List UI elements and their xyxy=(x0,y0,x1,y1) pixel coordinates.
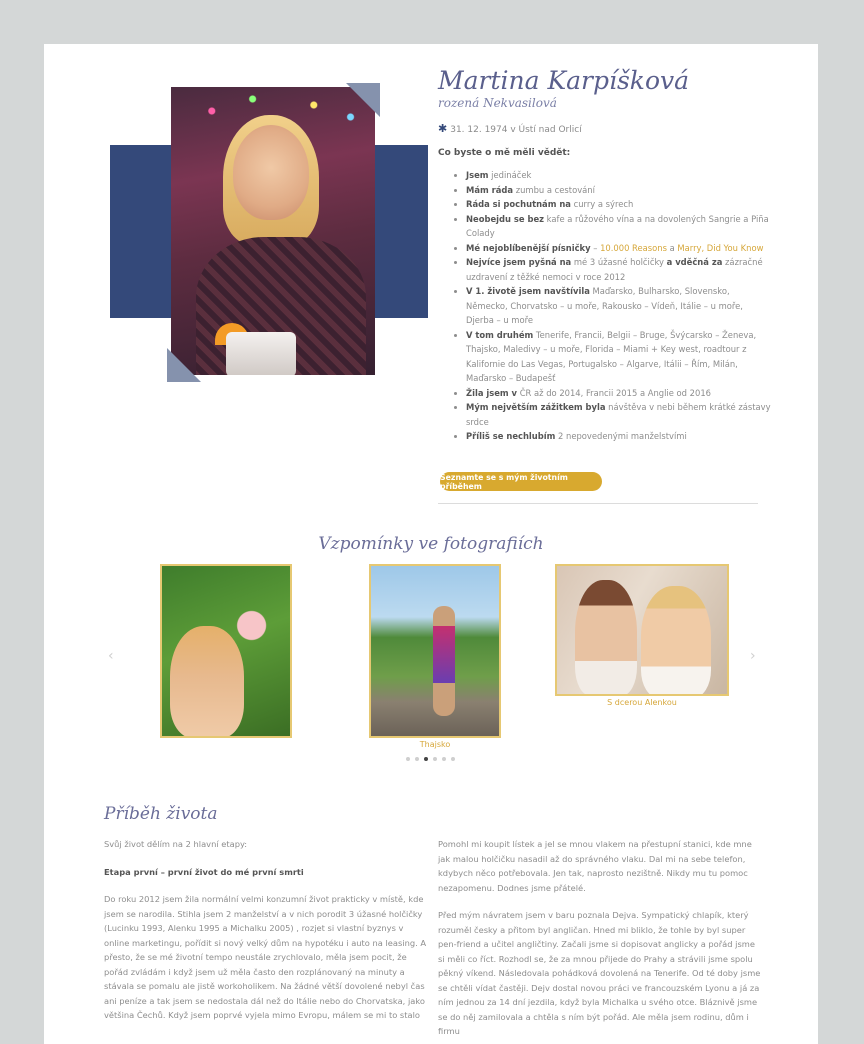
gallery-photo-roses[interactable] xyxy=(160,564,292,738)
fact-item: • Mým největším zážitkem byla návštěva v nebi během krátké zástavy srdce xyxy=(466,400,771,429)
fact-item: • Ráda si pochutnám na curry a sýrech xyxy=(466,197,771,212)
carousel-next-arrow-icon[interactable]: › xyxy=(750,648,756,664)
gallery-title: Vzpomínky ve fotografiích xyxy=(318,534,544,554)
asterisk-icon: ✱ xyxy=(438,122,448,135)
story-paragraph: Do roku 2012 jsem žila normální velmi konzumní život prakticky v místě, kde jsem se narodila. Stihla jsem 2 manželství a v nich porodit 3 úžasné holčičky (Lucinku 1993, Alenku 1995 a Michalku 2005) , rozjet si vlastní byznys v online marketingu, pořídit si nový velký dům na hypotéku i auto na leasing. A přesto, že se mé životní tempo neustále zrychlovalo, měla jsem pocit, že pořád zvládám i když jsem už měla často den rozplánovaný na minuty a stávala se pomalu ale jistě workoholikem. Na žádné větší dovolené nebyl čas ani peníze a tak jsem se nedostala dál než do Itálie nebo do Chorvatska, jako většina Čechů. Když jsem poprvé vyjela mimo Evropu, málem se mi to stalo xyxy=(104,894,427,1020)
birth-text: 31. 12. 1974 v Ústí nad Orlicí xyxy=(450,125,582,135)
story-column-left xyxy=(104,837,429,1036)
life-story-button[interactable]: Seznamte se s mým životním příběhem xyxy=(440,472,602,491)
story-paragraph: Svůj život dělím na 2 hlavní etapy: xyxy=(104,839,248,849)
fact-item: • Mé nejoblíbenější písničky – 10.000 Reasons a Marry, Did You Know xyxy=(466,241,771,256)
song-link[interactable]: Marry, Did You Know xyxy=(677,242,764,253)
woman-smelling-rose xyxy=(170,626,244,738)
mother-figure xyxy=(641,586,711,696)
carousel-dots xyxy=(406,757,455,761)
photo-face xyxy=(233,125,309,220)
carousel-dot[interactable] xyxy=(415,757,419,761)
gallery-photo-thailand[interactable] xyxy=(369,564,501,738)
fact-item: • Neobejdu se bez kafe a růžového vína a na dovolených Sangrie a Piña Colady xyxy=(466,212,771,241)
facts-heading: Co byste o mě měli vědět: xyxy=(438,148,571,158)
fact-item: • Žila jsem v ČR až do 2014, Francii 2015 a Anglie od 2016 xyxy=(466,386,771,401)
page-card xyxy=(44,44,818,1044)
fact-item: • Příliš se nechlubím 2 nepovedenými manželstvími xyxy=(466,429,771,444)
daughter-figure xyxy=(575,580,637,696)
birth-info xyxy=(438,122,582,135)
carousel-prev-arrow-icon[interactable]: ‹ xyxy=(108,648,114,664)
fact-item: • Jsem jedináček xyxy=(466,168,771,183)
carousel-dot[interactable] xyxy=(442,757,446,761)
story-paragraph: Před mým návratem jsem v baru poznala Dejva. Sympatický chlapík, který rozuměl česky a přitom byl angličan. Hned mi bliklo, že tohle by byl super pen-friend a učitel angličtiny. Začali jsme si dopisovat anglicky a pořád jsme si měli co říct. Rozhodl se, že za mnou přijede do Prahy a strávili jsme spolu pěkný víkend. Následovala pohádková dovolená na Tenerife. Od té doby jsme se chtěli vídat častěji. Dejv dostal novou práci ve francouzském Lyonu a já za ním jednou za 14 dní jezdila, když byla Michalka u svého otce. Bláznivě jsme se do něj zamilovala a chtěla s ním být pořád. Ale měla jsem rodinu, dům i firmu xyxy=(438,910,761,1036)
divider xyxy=(438,503,758,504)
carousel-dot[interactable] xyxy=(451,757,455,761)
fact-item: • V 1. životě jsem navštívila Maďarsko, Bulharsko, Slovensko, Německo, Chorvatsko – u moře, Rakousko – Vídeň, Itálie – u moře, Djerba – u moře xyxy=(466,284,771,328)
carousel-dot[interactable] xyxy=(433,757,437,761)
profile-photo xyxy=(171,87,375,375)
story-paragraph: Pomohl mi koupit lístek a jel se mnou vlakem na přestupní stanici, kde mne jak malou holčičku nasadil až do správného vlaku. Dal mi na sebe telefon, kdybych něco potřebovala. Jen tak, naprosto nezištně. Nikdy mu tu pomoc nezapomenu. Dodnes jsme přátelé. xyxy=(438,839,752,893)
facts-list xyxy=(454,168,771,444)
fact-item: • Nejvíce jsem pyšná na mé 3 úžasné holčičky a vděčná za zázračné uzdravení z těžké nemoci v roce 2012 xyxy=(466,255,771,284)
story-column-right xyxy=(438,837,763,1044)
fact-item: • Mám ráda zumbu a cestování xyxy=(466,183,771,198)
story-subheading: Etapa první – první život do mé první smrti xyxy=(104,866,304,877)
woman-on-beach xyxy=(433,606,455,716)
carousel-dot[interactable] xyxy=(406,757,410,761)
carousel-dot-active[interactable] xyxy=(424,757,428,761)
corner-accent-bottom-left xyxy=(167,348,201,382)
profile-maiden-name: rozená Nekvasilová xyxy=(438,96,557,110)
profile-name: Martina Karpíšková xyxy=(438,66,690,95)
song-link[interactable]: 10.000 Reasons xyxy=(600,242,667,253)
fact-item: • V tom druhém Tenerife, Francii, Belgii – Bruge, Švýcarsko – Ženeva, Thajsko, Maledivy – u moře, Florida – Miami + Key west, roadtour z Kalifornie do Las Vegas, Portugalsko – Algarve, Itálii – Řím, Milán, Maďarsko – Budapešť xyxy=(466,328,771,386)
caption-daughter: S dcerou Alenkou xyxy=(607,698,677,707)
corner-accent-top-right xyxy=(346,83,380,117)
gallery-photo-daughter[interactable] xyxy=(555,564,729,696)
caption-thailand: Thajsko xyxy=(419,740,451,749)
photo-drink xyxy=(226,332,296,375)
story-title: Příběh života xyxy=(104,804,218,824)
